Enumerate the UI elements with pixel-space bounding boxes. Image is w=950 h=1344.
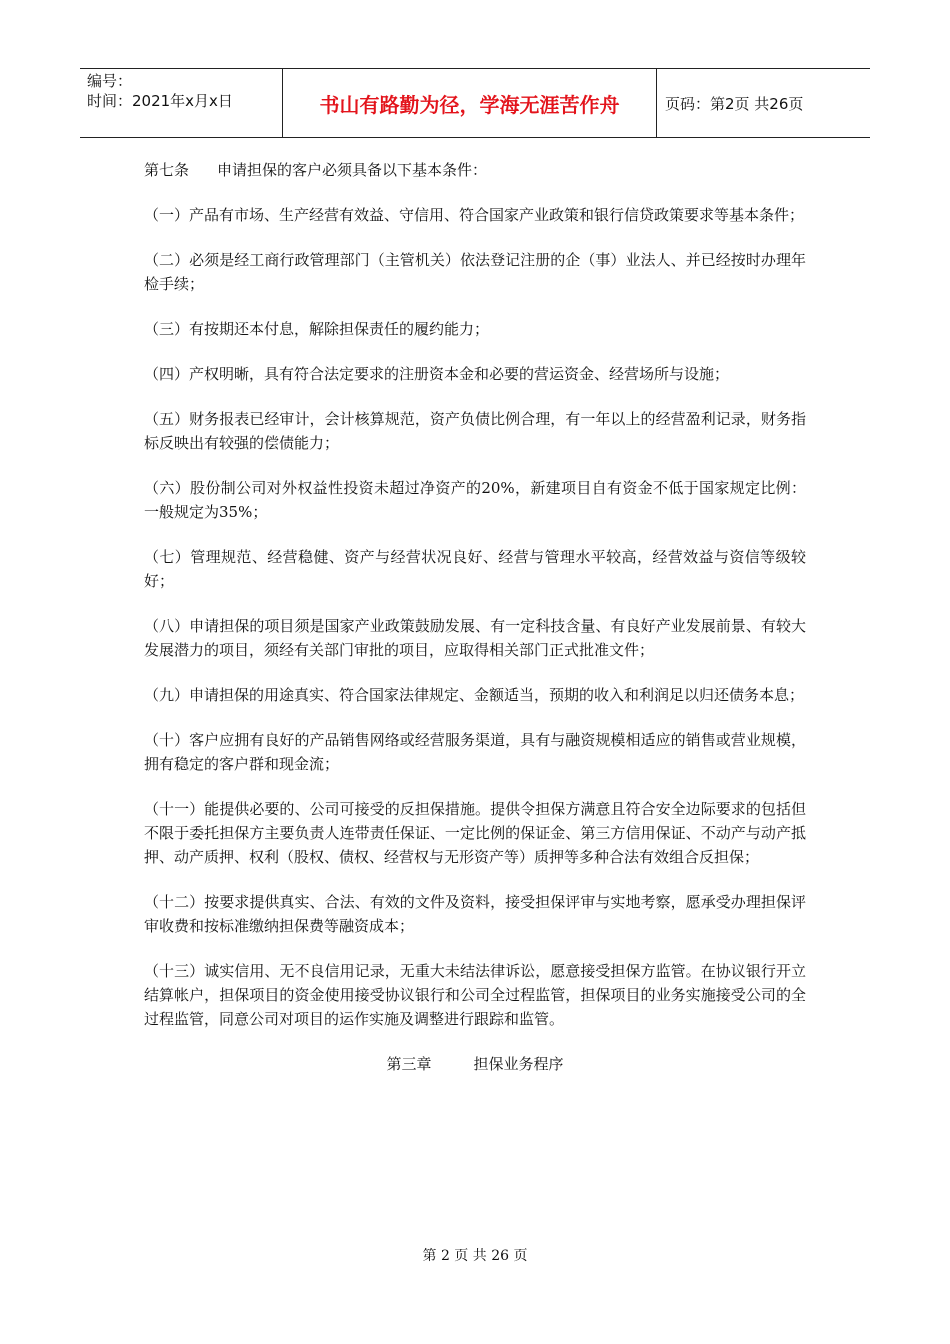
condition-item: （一）产品有市场、生产经营有效益、守信用、符合国家产业政策和银行信贷政策要求等基本条件； <box>144 206 805 224</box>
condition-item: （十三）诚实信用、无不良信用记录，无重大未结法律诉讼，愿意接受担保方监管。在协议银行开立结算帐户，担保项目的资金使用接受协议银行和公司全过程监管，担保项目的业务实施接受公司的全过程监管，同意公司对项目的运作实施及调整进行跟踪和监管。 <box>144 962 806 1028</box>
document-date: 时间：2021年x月x日 <box>87 92 233 110</box>
condition-item: （八）申请担保的项目须是国家产业政策鼓励发展、有一定科技含量、有良好产业发展前景、有较大发展潜力的项目，须经有关部门审批的项目，应取得相关部门正式批准文件； <box>144 617 806 659</box>
condition-item: （九）申请担保的用途真实、符合国家法律规定、金额适当，预期的收入和利润足以归还债务本息； <box>144 686 805 704</box>
page-header <box>80 68 870 138</box>
page-footer: 第 2 页 共 26 页 <box>422 1248 528 1264</box>
article-title: 申请担保的客户必须具备以下基本条件： <box>217 161 488 179</box>
condition-item: （四）产权明晰，具有符合法定要求的注册资本金和必要的营运资金、经营场所与设施； <box>144 365 730 383</box>
condition-item: （十）客户应拥有良好的产品销售网络或经营服务渠道，具有与融资规模相适应的销售或营业规模，拥有稳定的客户群和现金流； <box>144 731 806 773</box>
header-meta <box>80 69 283 137</box>
condition-item: （七）管理规范、经营稳健、资产与经营状况良好、经营与管理水平较高，经营效益与资信等级较好； <box>144 548 806 590</box>
condition-item: （六）股份制公司对外权益性投资未超过净资产的20%，新建项目自有资金不低于国家规定比例：一般规定为35%； <box>144 479 806 521</box>
header-motto-cell <box>283 69 657 137</box>
chapter-heading <box>144 1052 806 1076</box>
document-number-label: 编号： <box>87 72 133 90</box>
condition-item: （三）有按期还本付息，解除担保责任的履约能力； <box>144 320 490 338</box>
chapter-label: 第三章 <box>386 1055 432 1073</box>
article-label: 第七条 <box>144 161 190 179</box>
article-heading <box>144 158 806 182</box>
condition-item: （十一）能提供必要的、公司可接受的反担保措施。提供令担保方满意且符合安全边际要求的包括但不限于委托担保方主要负责人连带责任保证、一定比例的保证金、第三方信用保证、不动产与动产抵押、动产质押、权利（股权、债权、经营权与无形资产等）质押等多种合法有效组合反担保； <box>144 800 806 866</box>
chapter-title: 担保业务程序 <box>473 1055 564 1073</box>
condition-item: （十二）按要求提供真实、合法、有效的文件及资料，接受担保评审与实地考察，愿承受办理担保评审收费和按标准缴纳担保费等融资成本； <box>144 893 806 935</box>
document-body <box>144 158 806 1091</box>
header-motto: 书山有路勤为径，学海无涯苦作舟 <box>319 92 620 117</box>
condition-item: （五）财务报表已经审计，会计核算规范，资产负债比例合理，有一年以上的经营盈利记录，财务指标反映出有较强的偿债能力； <box>144 410 806 452</box>
header-page-info: 页码：第2页 共26页 <box>665 94 804 113</box>
condition-item: （二）必须是经工商行政管理部门（主管机关）依法登记注册的企（事）业法人、并已经按时办理年检手续； <box>144 251 806 293</box>
